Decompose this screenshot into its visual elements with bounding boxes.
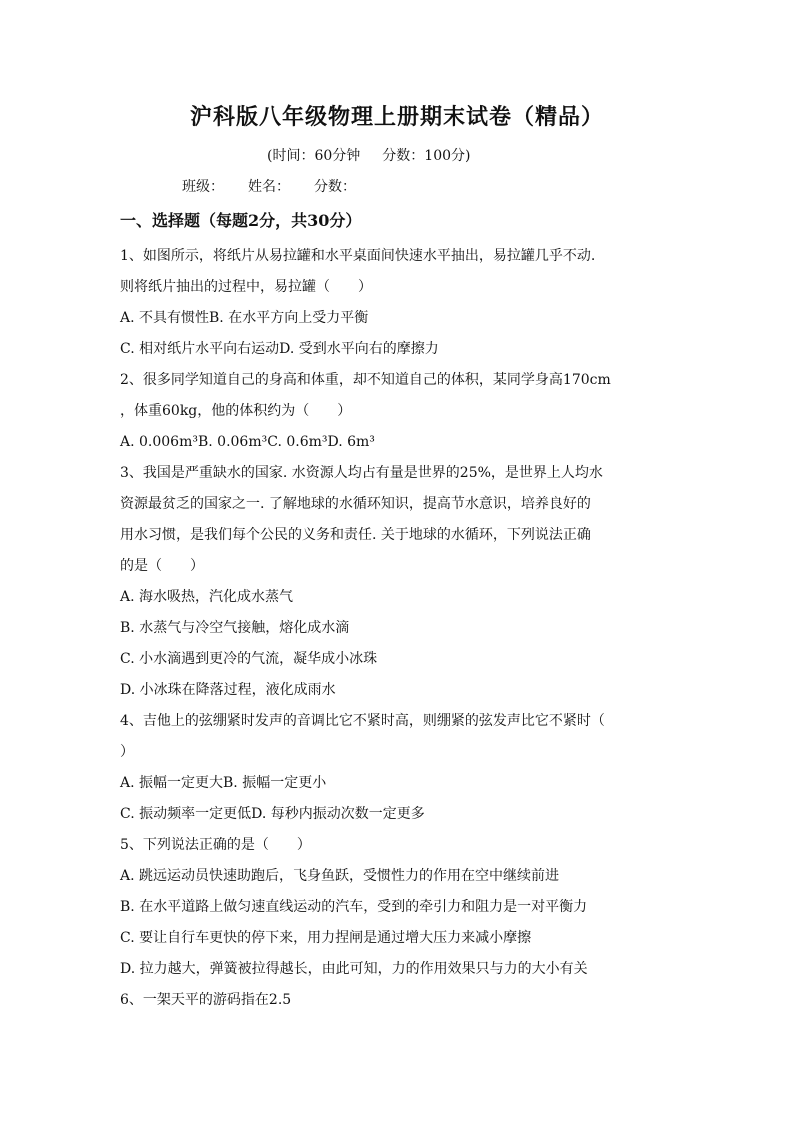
text-line: 1、如图所示，将纸片从易拉罐和水平桌面间快速水平抽出，易拉罐几乎不动.	[120, 248, 596, 264]
text-line: 3、我国是严重缺水的国家. 水资源人均占有量是世界的25%，是世界上人均水	[120, 465, 603, 481]
text-line: B. 水蒸气与冷空气接触，熔化成水滴	[120, 620, 350, 636]
text-line: A. 跳远运动员快速助跑后，飞身鱼跃，受惯性力的作用在空中继续前进	[120, 868, 560, 884]
class-label: 班级：	[182, 179, 224, 195]
text-line: 6、一架天平的游码指在2.5	[120, 992, 292, 1008]
text-line: 4、吉他上的弦绷紧时发声的音调比它不紧时高，则绷紧的弦发声比它不紧时（	[120, 713, 605, 729]
text-line: D. 小冰珠在降落过程，液化成雨水	[120, 682, 336, 698]
text-line: C. 相对纸片水平向右运动D. 受到水平向右的摩擦力	[120, 341, 439, 357]
text-line: 5、下列说法正确的是（ ）	[120, 837, 311, 853]
student-info	[182, 176, 380, 196]
text-line: C. 小水滴遇到更冷的气流，凝华成小冰珠	[120, 651, 378, 667]
text-line: A. 0.006m³B. 0.06m³C. 0.6m³D. 6m³	[120, 434, 375, 450]
text-line: 2、很多同学知道自己的身高和体重，却不知道自己的体积，某同学身高170cm	[120, 372, 611, 388]
section-heading: 一、选择题（每题2分，共30分）	[120, 211, 362, 230]
text-line: A. 不具有惯性B. 在水平方向上受力平衡	[120, 310, 369, 326]
name-label: 姓名：	[248, 179, 290, 195]
text-line: C. 要让自行车更快的停下来，用力捏闸是通过增大压力来减小摩擦	[120, 930, 532, 946]
score-label: 分数：	[314, 179, 356, 195]
page-title: 沪科版八年级物理上册期末试卷（精品）	[189, 104, 604, 130]
text-line: 用水习惯，是我们每个公民的义务和责任. 关于地球的水循环，下列说法正确	[120, 527, 591, 543]
text-line: 资源最贫乏的国家之一. 了解地球的水循环知识，提高节水意识，培养良好的	[120, 496, 591, 512]
exam-meta	[267, 145, 492, 165]
text-line: A. 海水吸热，汽化成水蒸气	[120, 589, 294, 605]
text-line: D. 拉力越大，弹簧被拉得越长，由此可知，力的作用效果只与力的大小有关	[120, 961, 588, 977]
text-line: ）	[120, 744, 134, 760]
text-line: ，体重60kg，他的体积约为（ ）	[120, 403, 352, 419]
text-line: A. 振幅一定更大B. 振幅一定更小	[120, 775, 327, 791]
text-line: C. 振动频率一定更低D. 每秒内振动次数一定更多	[120, 806, 425, 822]
exam-total-score: 分数：100分)	[382, 148, 471, 164]
question-body	[120, 241, 675, 1016]
text-line: B. 在水平道路上做匀速直线运动的汽车，受到的牵引力和阻力是一对平衡力	[120, 899, 588, 915]
text-line: 则将纸片抽出的过程中，易拉罐（ ）	[120, 279, 372, 295]
text-line: 的是（ ）	[120, 558, 204, 574]
exam-time: (时间：60分钟	[267, 148, 361, 164]
